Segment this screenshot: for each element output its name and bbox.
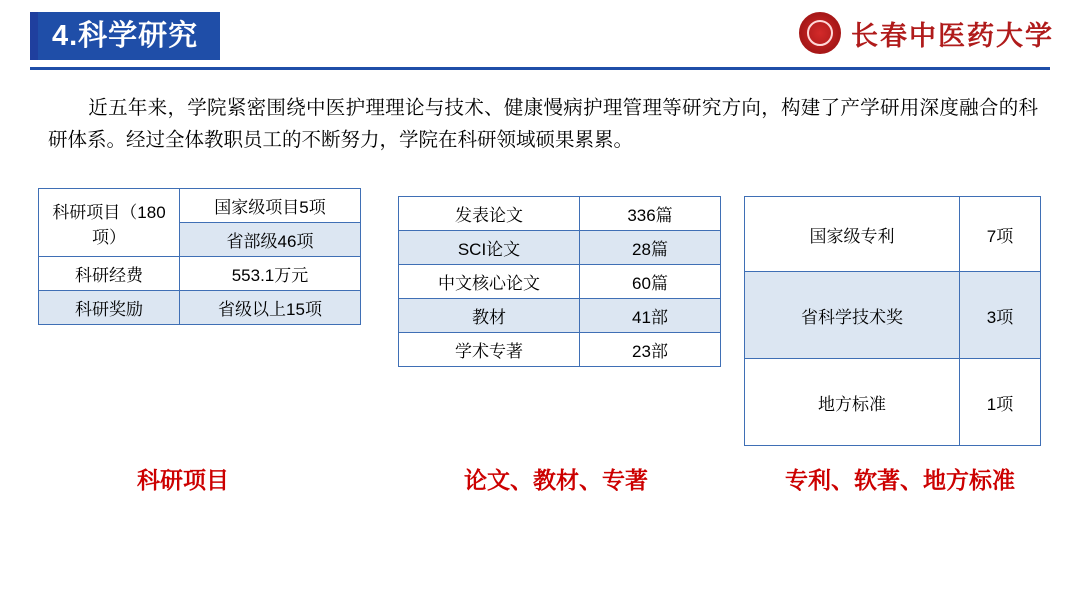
intro-paragraph xyxy=(48,92,1038,156)
research-projects-table xyxy=(38,188,361,325)
row-value: 553.1万元 xyxy=(180,257,361,291)
row-value: 国家级项目5项 xyxy=(180,189,361,223)
table-row xyxy=(39,189,361,223)
row-label: 教材 xyxy=(399,299,580,333)
row-value: 60篇 xyxy=(580,265,721,299)
slide-header xyxy=(0,0,1080,72)
table-row xyxy=(39,257,361,291)
row-value: 省部级46项 xyxy=(180,223,361,257)
university-logo xyxy=(799,10,1054,56)
row-value: 336篇 xyxy=(580,197,721,231)
row-label: 科研奖励 xyxy=(39,291,180,325)
header-divider xyxy=(30,67,1050,70)
row-label: 地方标准 xyxy=(745,359,960,446)
patents-table xyxy=(744,196,1041,446)
row-label: SCI论文 xyxy=(399,231,580,265)
table-captions xyxy=(0,462,1080,496)
table-row xyxy=(399,333,721,367)
table-row xyxy=(399,265,721,299)
university-name: 长春中医药大学 xyxy=(851,20,1054,51)
row-label: 省科学技术奖 xyxy=(745,272,960,359)
row-label: 国家级专利 xyxy=(745,197,960,272)
row-value: 省级以上15项 xyxy=(180,291,361,325)
section-title-box xyxy=(38,12,220,60)
row-label: 学术专著 xyxy=(399,333,580,367)
paragraph-text: 近五年来，学院紧密围绕中医护理理论与技术、健康慢病护理管理等研究方向，构建了产学研用深度融合的科研体系。经过全体教职员工的不断努力，学院在科研领域硕果累累。 xyxy=(48,97,1038,152)
row-value: 41部 xyxy=(580,299,721,333)
university-seal-icon xyxy=(799,12,841,54)
title-accent-bar xyxy=(30,12,38,60)
row-value: 23部 xyxy=(580,333,721,367)
row-label: 科研项目（180项） xyxy=(39,189,180,257)
row-label: 科研经费 xyxy=(39,257,180,291)
row-label: 发表论文 xyxy=(399,197,580,231)
row-value: 1项 xyxy=(960,359,1041,446)
page-title: 4.科学研究 xyxy=(52,19,199,52)
row-label: 中文核心论文 xyxy=(399,265,580,299)
table-row xyxy=(399,299,721,333)
caption-research-projects: 科研项目 xyxy=(137,467,229,493)
row-value: 28篇 xyxy=(580,231,721,265)
statistics-tables xyxy=(0,188,1080,438)
table-row xyxy=(745,272,1041,359)
papers-table xyxy=(398,196,721,367)
caption-patents: 专利、软著、地方标准 xyxy=(785,467,1015,493)
table-row xyxy=(745,197,1041,272)
row-value: 3项 xyxy=(960,272,1041,359)
caption-papers: 论文、教材、专著 xyxy=(464,467,648,493)
table-row xyxy=(399,197,721,231)
table-row xyxy=(745,359,1041,446)
table-row xyxy=(39,291,361,325)
row-value: 7项 xyxy=(960,197,1041,272)
table-row xyxy=(399,231,721,265)
